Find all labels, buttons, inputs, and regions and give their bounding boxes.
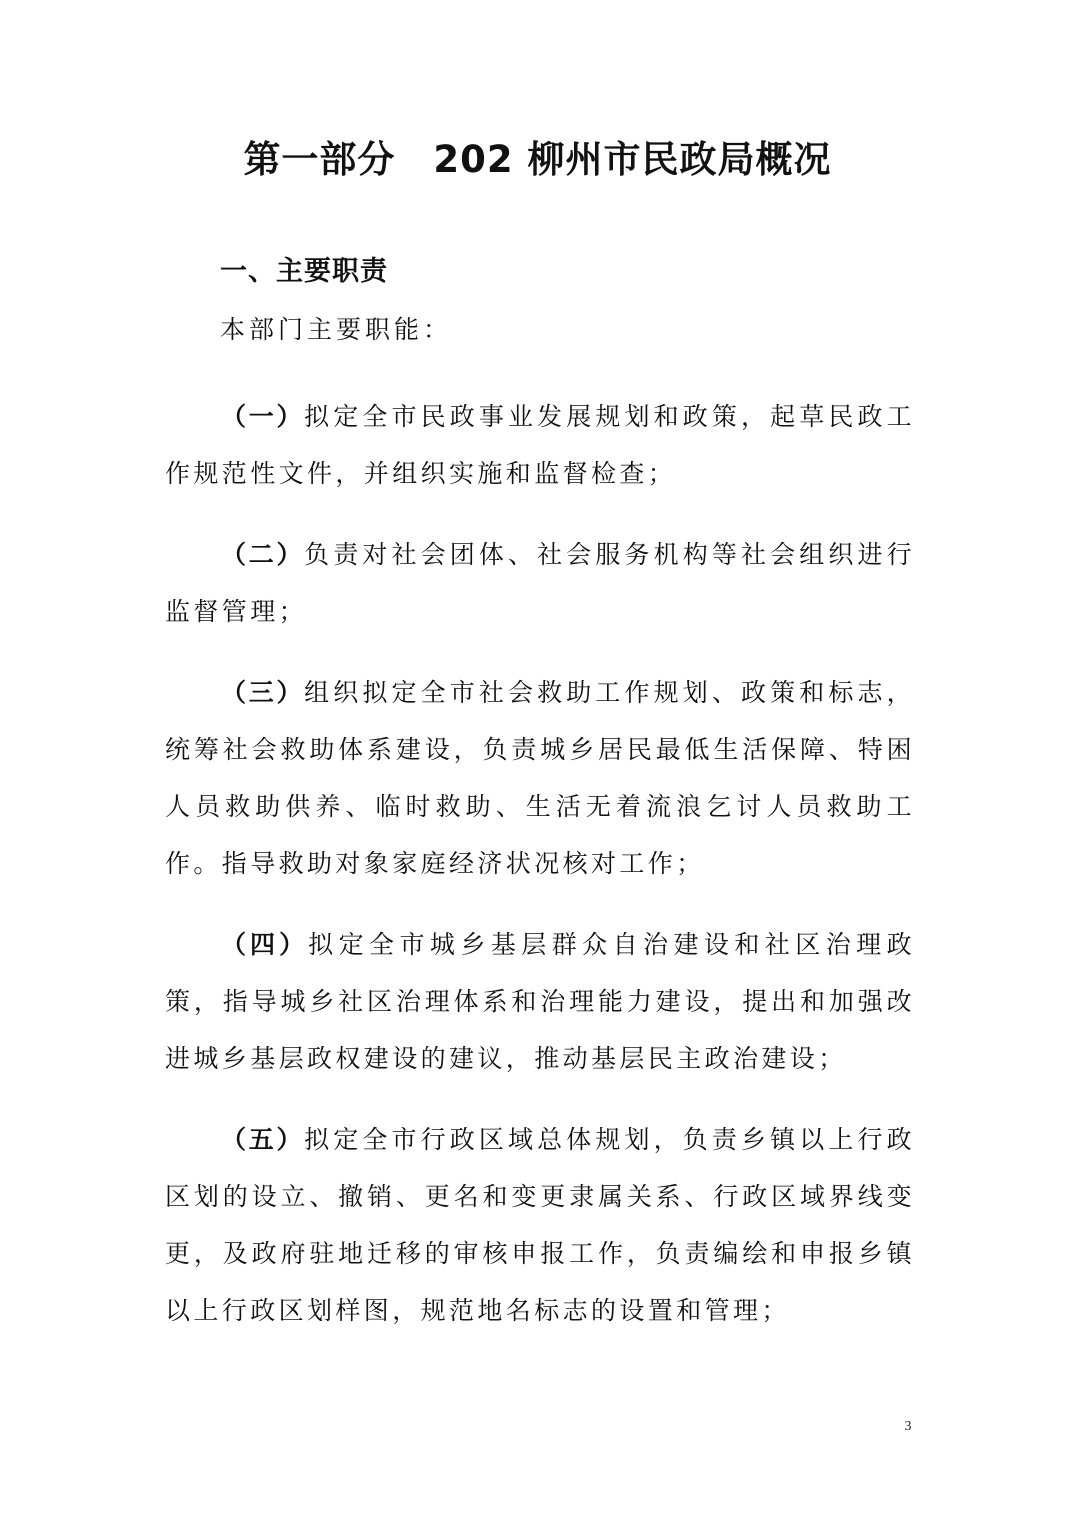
- page-title: 第一部分 202 柳州市民政局概况: [243, 138, 832, 181]
- duty-item-1: [165, 388, 915, 502]
- duty-item-2: [165, 526, 915, 640]
- duty-number: （二）: [221, 540, 305, 569]
- duty-text: 拟定全市行政区域总体规划，负责乡镇以上行政区划的设立、撤销、更名和变更隶属关系、行政区域界线变更，及政府驻地迁移的审核申报工作，负责编绘和申报乡镇以上行政区划样图，规范地名标志的设置和管理；: [165, 1125, 915, 1325]
- duty-item-5: [165, 1111, 915, 1339]
- section-heading: 一、主要职责: [220, 256, 388, 287]
- duty-text: 拟定全市民政事业发展规划和政策，起草民政工作规范性文件，并组织实施和监督检查；: [165, 402, 915, 488]
- duty-number: （一）: [221, 402, 305, 431]
- duty-number: （四）: [221, 930, 309, 959]
- intro-paragraph: 本部门主要职能：: [220, 315, 453, 344]
- duty-item-4: [165, 916, 915, 1087]
- duties-list: [165, 388, 915, 1363]
- duty-item-3: [165, 664, 915, 892]
- page-number: 3: [904, 1419, 912, 1434]
- duty-text: 组织拟定全市社会救助工作规划、政策和标志，统筹社会救助体系建设，负责城乡居民最低生活保障、特困人员救助供养、临时救助、生活无着流浪乞讨人员救助工作。指导救助对象家庭经济状况核对工作；: [165, 678, 915, 878]
- duty-number: （五）: [221, 1125, 305, 1154]
- duty-text: 负责对社会团体、社会服务机构等社会组织进行监督管理；: [165, 540, 915, 626]
- duty-text: 拟定全市城乡基层群众自治建设和社区治理政策，指导城乡社区治理体系和治理能力建设，提出和加强改进城乡基层政权建设的建议，推动基层民主政治建设；: [165, 930, 915, 1073]
- duty-number: （三）: [221, 678, 305, 707]
